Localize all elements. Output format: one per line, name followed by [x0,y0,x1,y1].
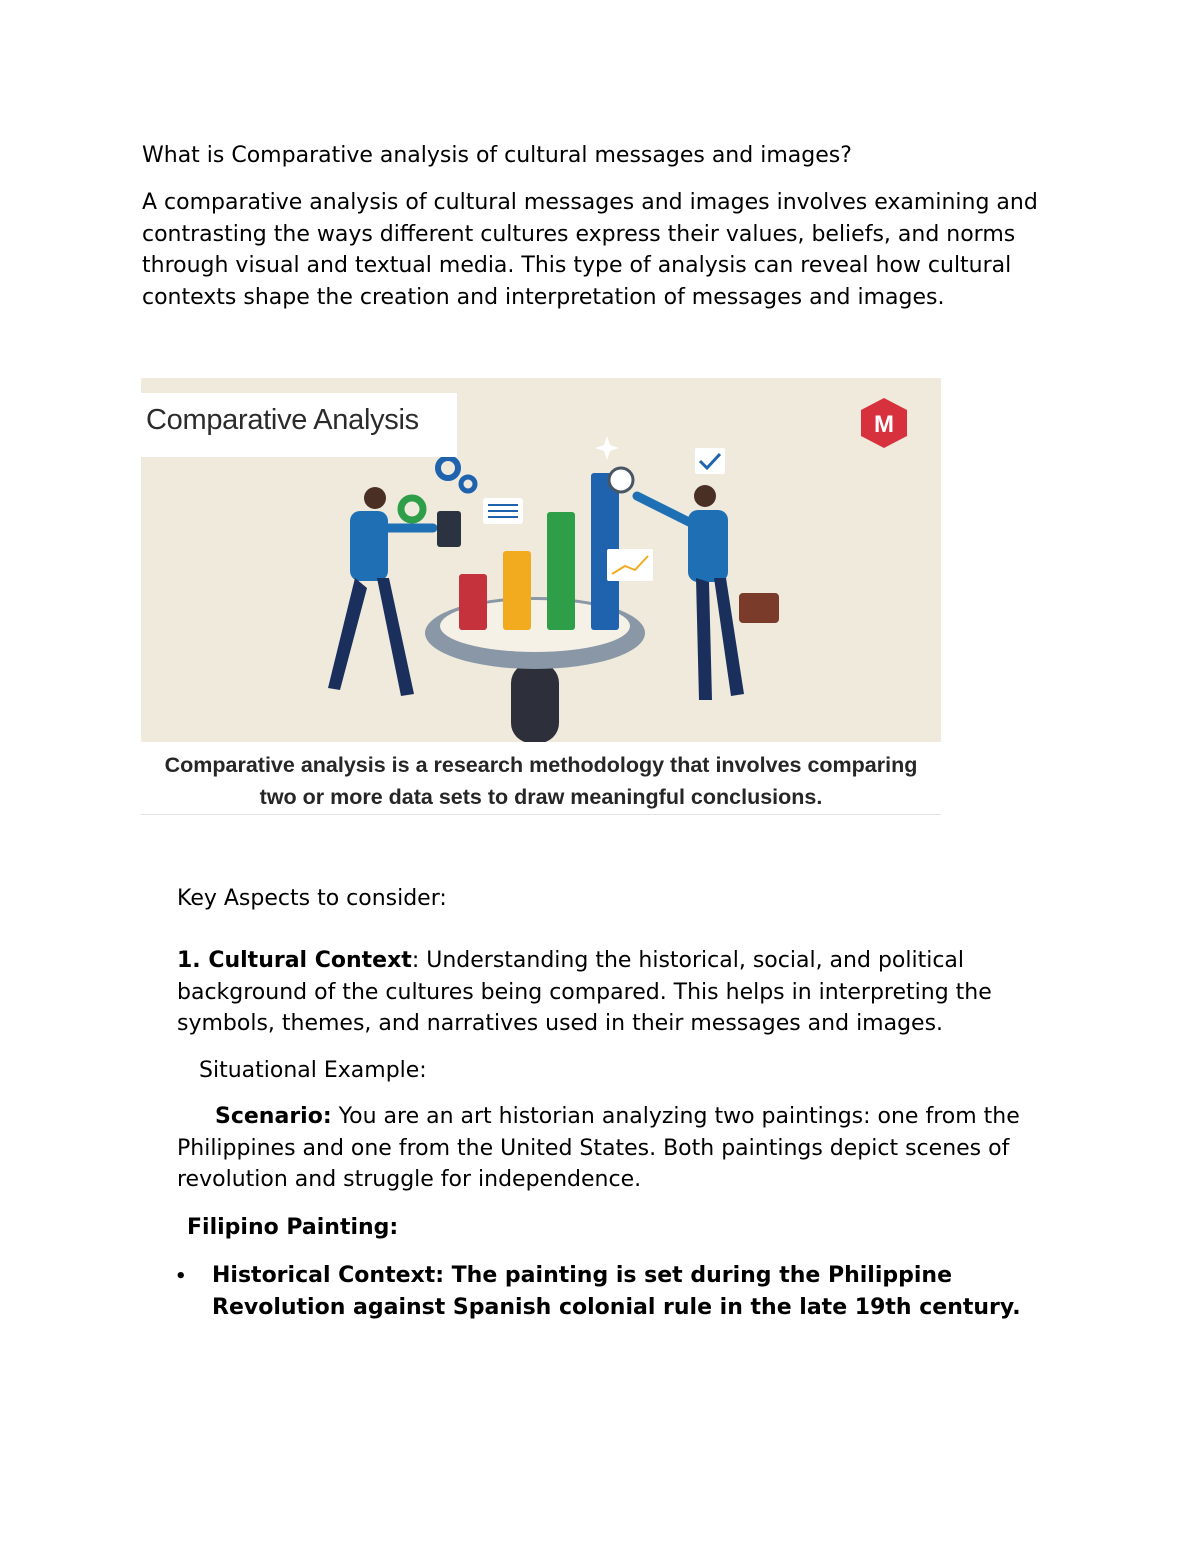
donut-chart-icon [401,498,423,520]
trend-chart-icon [607,549,653,581]
figure-caption-line-1: Comparative analysis is a research methodology that involves comparing [164,753,918,777]
aspect-title: 1. Cultural Context [177,948,412,973]
gear-small-icon [461,477,475,491]
left-person-head [364,487,386,509]
intro-paragraph: A comparative analysis of cultural messages and images involves examining and contrasting the ways different cultures express their values, beliefs, and norms through visual and textual media. This type of analysis can reveal how cultural contexts shape the creation and interpretation of messages and images. [142,190,1038,310]
scenario-text: You are an art historian analyzing two paintings: one from the Philippines and one from the United States. Both paintings depict scenes of revolution and struggle for independence. [177,1104,1020,1192]
figure-divider [141,814,941,815]
brand-logo-letter: M [874,411,894,438]
magnifying-glass-icon [609,468,633,492]
figure-illustration [141,378,941,742]
aspect-text: : Understanding the historical, social, and political background of the cultures being compared. This helps in interpreting the symbols, themes, and narratives used in their messages and images. [177,948,992,1036]
figure-caption [141,749,941,813]
left-person-suit [350,511,388,581]
gear-icon [438,458,458,478]
situational-example-label: Situational Example: [199,1058,427,1083]
historical-context-bullet: Historical Context: The painting is set during the Philippine Revolution against Spanish colonial rule in the late 19th century. [212,1263,1021,1320]
briefcase-icon [739,593,779,623]
bullet-marker: • [175,1266,187,1287]
scenario-label: Scenario: [215,1104,332,1129]
bar-red [459,574,487,630]
checkmark-icon [695,448,725,474]
aspect-cultural-context [177,945,1077,1040]
figure-caption-line-2: two or more data sets to draw meaningful conclusions. [259,785,823,809]
question-heading: What is Comparative analysis of cultural messages and images? [142,143,852,168]
bar-green [547,512,575,630]
scenario-paragraph [177,1101,1057,1196]
key-aspects-label: Key Aspects to consider: [177,886,447,911]
filipino-painting-heading: Filipino Painting: [187,1215,399,1240]
comparative-analysis-figure [141,378,941,815]
bar-yellow [503,551,531,630]
sparkle-icon [595,436,619,460]
figure-title: Comparative Analysis [146,404,419,436]
tablet-icon [437,511,461,547]
magnifier-handle [511,663,559,742]
right-person-head [694,485,716,507]
